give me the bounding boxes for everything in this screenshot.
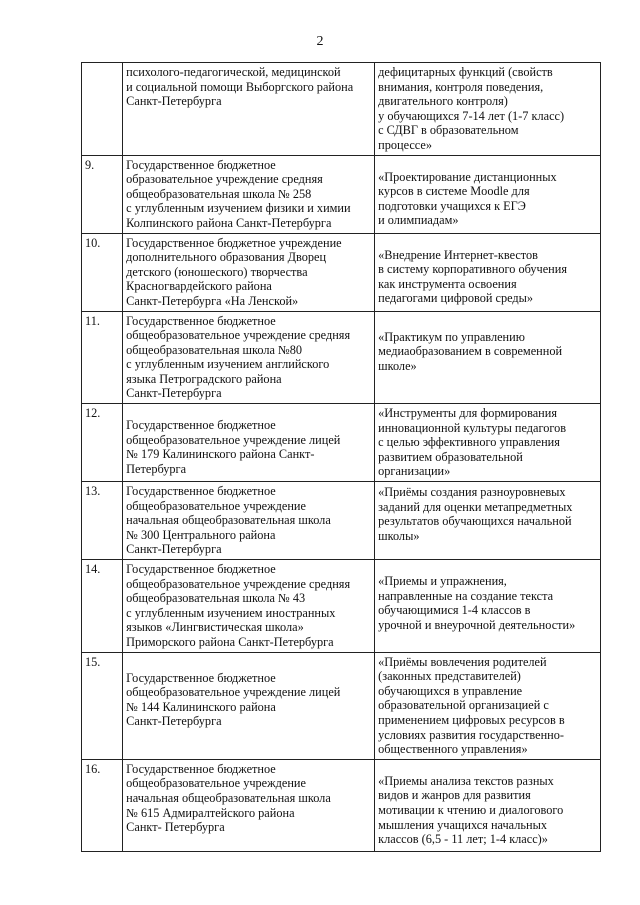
table-row: [82, 560, 601, 653]
table-row: [82, 652, 601, 759]
program-cell: «Приёмы вовлечения родителей (законных представителей) обучающихся в управление образовательной организацией с применением цифровых ресурсов в условиях развития государственно- общественного управления»: [375, 652, 601, 759]
row-number: 11.: [82, 311, 123, 404]
programs-table: [81, 62, 601, 852]
row-number: 9.: [82, 155, 123, 233]
institution-cell: Государственное бюджетное общеобразовательное учреждение начальная общеобразовательная школа № 300 Центрального района Санкт-Петербурга: [123, 482, 375, 560]
row-number: 13.: [82, 482, 123, 560]
table-row: [82, 233, 601, 311]
table-row: [82, 482, 601, 560]
row-number: 16.: [82, 759, 123, 851]
table-row: [82, 155, 601, 233]
table-row: [82, 759, 601, 851]
table-row: [82, 404, 601, 482]
program-cell: дефицитарных функций (свойств внимания, контроля поведения, двигательного контроля) у обучающихся 7-14 лет (1-7 класс) с СДВГ в образовательном процессе»: [375, 63, 601, 156]
row-number: 14.: [82, 560, 123, 653]
institution-cell: Государственное бюджетное учреждение дополнительного образования Дворец детского (юношеского) творчества Красногвардейского района Санкт-Петербурга «На Ленской»: [123, 233, 375, 311]
institution-cell: психолого-педагогической, медицинской и социальной помощи Выборгского района Санкт-Петербурга: [123, 63, 375, 156]
institution-cell: Государственное бюджетное общеобразовательное учреждение средняя общеобразовательная школа №80 с углубленным изучением английского языка Петроградского района Санкт-Петербурга: [123, 311, 375, 404]
row-number: 12.: [82, 404, 123, 482]
institution-cell: Государственное бюджетное общеобразовательное учреждение лицей № 179 Калининского района Санкт- Петербурга: [123, 404, 375, 482]
row-number: 10.: [82, 233, 123, 311]
program-cell: «Инструменты для формирования инновационной культуры педагогов с целью эффективного управления развитием образовательной организации»: [375, 404, 601, 482]
table-row: [82, 63, 601, 156]
program-cell: «Внедрение Интернет-квестов в систему корпоративного обучения как инструмента освоения педагогами цифровой среды»: [375, 233, 601, 311]
row-number: 15.: [82, 652, 123, 759]
program-cell: «Приемы анализа текстов разных видов и жанров для развития мотивации к чтению и диалогового мышления учащихся начальных классов (6,5 - 11 лет; 1-4 класс)»: [375, 759, 601, 851]
row-number: [82, 63, 123, 156]
table-row: [82, 311, 601, 404]
program-cell: «Практикум по управлению медиаобразованием в современной школе»: [375, 311, 601, 404]
institution-cell: Государственное бюджетное общеобразовательное учреждение начальная общеобразовательная школа № 615 Адмиралтейского района Санкт- Петербурга: [123, 759, 375, 851]
institution-cell: Государственное бюджетное общеобразовательное учреждение средняя общеобразовательная школа № 43 с углубленным изучением иностранных языков «Лингвистическая школа» Приморского района Санкт-Петербурга: [123, 560, 375, 653]
institution-cell: Государственное бюджетное общеобразовательное учреждение лицей № 144 Калининского района Санкт-Петербурга: [123, 652, 375, 759]
page-number: 2: [316, 34, 324, 49]
institution-cell: Государственное бюджетное образовательное учреждение средняя общеобразовательная школа № 258 с углубленным изучением физики и химии Колпинского района Санкт-Петербурга: [123, 155, 375, 233]
program-cell: «Приёмы создания разноуровневых заданий для оценки метапредметных результатов обучающихся начальной школы»: [375, 482, 601, 560]
program-cell: «Приемы и упражнения, направленные на создание текста обучающимися 1-4 классов в урочной и внеурочной деятельности»: [375, 560, 601, 653]
program-cell: «Проектирование дистанционных курсов в системе Moodle для подготовки учащихся к ЕГЭ и олимпиадам»: [375, 155, 601, 233]
